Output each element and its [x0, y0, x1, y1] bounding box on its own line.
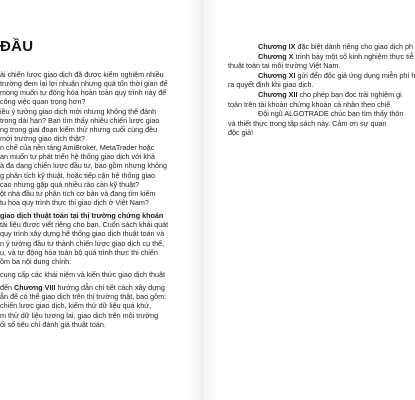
text-line: ài chiến lược giao dịch đã được kiểm nghiệm nhiều — [0, 70, 164, 79]
text-line: n ý tưởng đầu tư thành chiến lược giao dịch cụ thể, — [0, 238, 165, 248]
text-line: à đa dạng chiến lược đầu tư, bao gồm nhưng không — [0, 161, 168, 171]
bold-text: Chương IX — [258, 42, 296, 51]
bold-text: giao dịch thuật toán tại thị trường chứng khoán — [0, 211, 164, 221]
text-line: an muốn tự phát triển hệ thống giao dịch với khả — [0, 152, 155, 162]
text-line — [0, 211, 172, 220]
text-line — [0, 283, 172, 292]
text-line: iều ý tưởng giao dịch mới nhưng không thể đánh — [0, 106, 157, 116]
text-line: mới trường giao dịch thật? — [0, 133, 85, 143]
text-line: toán trên tài khoản chứng khoán cá nhân theo chiế — [228, 99, 391, 109]
text-line: cung cấp các khái niệm và kiến thức giao dịch thuật — [0, 269, 166, 279]
right-body-text — [228, 42, 415, 138]
text-line — [228, 90, 400, 100]
text-line: g phân tích kỹ thuật, hoặc tiếp cận hệ thống giao — [0, 170, 156, 180]
text-segment: cho phép bạn đọc trải nghiệm gi — [297, 89, 402, 99]
text-line: n chế của nền tảng AmiBroker, MetaTrader hoặc — [0, 143, 155, 153]
text-line: tu hóa quy trình thực thi giao dịch ở Việt Nam? — [0, 197, 149, 207]
right-page — [228, 0, 415, 400]
text-line: độc giả! — [228, 128, 254, 138]
text-line: thuật toán tại môi trường Việt Nam. — [228, 61, 341, 71]
text-line: cao nhưng gặp quá nhiều rào cản kỹ thuật? — [0, 179, 140, 189]
text-line: m thử dữ liệu tương lai, giao dịch trên môi trường — [0, 310, 159, 320]
text-line: mong muốn tự động hóa hoàn toàn quy trình này để — [0, 88, 167, 98]
text-line: ột nhà đầu tư phân tích cơ bản và đang tìm kiếm — [0, 188, 156, 198]
left-body-text — [0, 70, 172, 329]
text-line: u, và tự động hóa toàn bộ quá trình thực thi chiến — [0, 247, 158, 257]
text-line: Đội ngũ ALGOTRADE chúc bạn tìm thấy thôn — [258, 109, 404, 119]
text-line: trong dài hạn? Bạn tìm thấy nhiều chiến lược giao — [0, 115, 160, 125]
text-line: trường đem lại lợi nhuận nhưng quá tốn thời gian để — [0, 79, 168, 89]
page-gutter — [186, 0, 218, 400]
text-segment: gửi đến độc giả ứng dụng miễn phí h — [295, 70, 415, 80]
bold-text: Chương X — [258, 51, 294, 61]
text-line: chiến lược giao dịch, kiểm thử dữ liệu quá khứ, — [0, 301, 152, 311]
text-segment: trình bày một số kinh nghiệm thực tiễ — [293, 51, 414, 61]
text-line: tài liệu được viết riêng cho bạn. Cuốn sách khái quát — [0, 220, 169, 230]
text-line: ng trong giai đoạn kiểm thử nhưng cuối cùng đều — [0, 124, 158, 134]
bold-text: Chương XI — [258, 70, 296, 80]
text-line: ẫn để có thể giao dịch trên thị trường thật, bao gồm: — [0, 292, 167, 302]
text-line: và thiết thực trong tập sách này. Cảm ơn sự quan — [228, 118, 387, 128]
text-line: ồm ba nội dung chính: — [0, 256, 72, 266]
text-line: quy trình xây dựng hệ thống giao dịch thuật toán và — [0, 229, 165, 239]
text-segment: hướng dẫn chi tiết cách xây dựng — [55, 283, 165, 293]
bold-text: Chương XII — [258, 89, 298, 99]
left-page — [0, 0, 172, 400]
text-segment: đến — [0, 283, 14, 293]
text-line — [228, 70, 415, 81]
text-line: ối số tiêu chí đánh giá thuật toán. — [0, 319, 106, 329]
text-line: ra quyết định khi giao dịch. — [228, 80, 314, 90]
text-line — [228, 42, 413, 52]
chapter-heading: ĐẦU — [0, 38, 34, 55]
bold-text: Chương VIII — [14, 283, 56, 293]
text-line: công việc quan trọng hơn? — [0, 97, 86, 107]
text-segment: đặc biệt dành riêng cho giao dịch ph — [295, 42, 413, 51]
text-line — [228, 51, 414, 62]
